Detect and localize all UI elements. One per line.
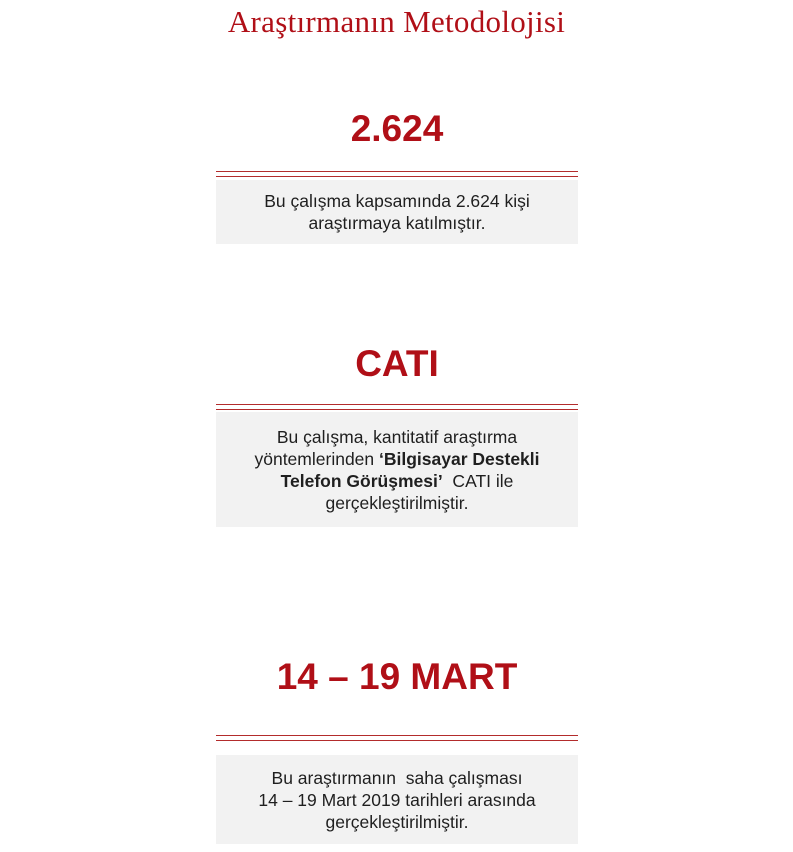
description-line: Bu araştırmanın saha çalışması: [271, 767, 523, 788]
section-divider: [216, 735, 578, 741]
page-title: Araştırmanın Metodolojisi: [227, 4, 566, 39]
description-line: gerçekleştirilmiştir.: [325, 492, 469, 513]
description-line: 14 – 19 Mart 2019 tarihleri arasında: [258, 789, 536, 810]
section-headline-method: CATI: [355, 343, 439, 384]
description-line: [232, 470, 562, 492]
section-headline-dates: 14 – 19 MART: [276, 656, 518, 697]
description-text: CATI ile: [442, 470, 514, 491]
section-description-participants: [216, 180, 578, 244]
method-name-bold: Telefon Görüşmesi’: [280, 470, 443, 491]
section-headline-participants: 2.624: [350, 108, 444, 149]
description-text: yöntemlerinden: [254, 448, 380, 469]
section-description-dates: [216, 755, 578, 844]
description-line: Bu çalışma kapsamında 2.624 kişi: [264, 191, 530, 211]
section-divider: [216, 171, 578, 177]
section-description-method: [216, 412, 578, 527]
description-line: araştırmaya katılmıştır.: [308, 213, 486, 233]
section-divider: [216, 404, 578, 410]
description-line: gerçekleştirilmiştir.: [325, 811, 469, 832]
description-line: Bu çalışma, kantitatif araştırma: [276, 426, 518, 447]
description-line: [232, 448, 562, 470]
method-name-bold: ‘Bilgisayar Destekli: [379, 448, 540, 469]
